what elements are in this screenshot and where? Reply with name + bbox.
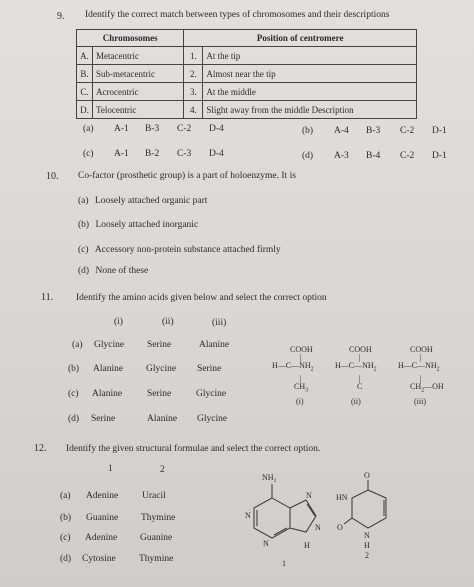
table-row [77,83,417,101]
structure-bottom-text: CH [294,381,306,391]
amino-acid-structure-i [272,344,336,407]
option-label: (b) [302,126,314,136]
option-value: Serine [197,364,222,374]
q11-text: Identify the amino acids given below and select the correct option [76,293,327,303]
ring-double-bond [307,504,315,516]
q12-text: Identify the given structural formulae and select the correct option. [66,444,321,454]
q11-number: 11. [41,292,54,303]
structure-mid-text: H—C—NH [398,361,437,370]
structure-bond-bottom: | [359,373,361,383]
row-number: 4. [184,101,203,119]
n-label-right: N [315,523,321,532]
option-value: Serine [147,389,172,399]
option-value: Thymine [141,513,176,523]
structure-top: COOH [349,345,372,354]
structure-bond-bottom: | [420,373,422,383]
n-label-top: N [306,491,312,500]
option-label: (a) [78,196,89,206]
q9-text: Identify the correct match between types of chromosomes and their descriptions [85,10,390,20]
ring-double-bond [274,528,287,535]
option-value: Adenine [86,491,119,501]
row-number: 3. [184,83,203,101]
purine-structure-1 [232,466,342,578]
option-label: (c) [68,389,79,399]
structure-mid [398,360,472,376]
row-position: At the middle [203,83,417,101]
option-value: C-2 [177,124,192,134]
structure-1-caption: 1 [282,559,286,568]
option-value: Serine [147,340,172,350]
option-value: Alanine [199,340,230,350]
option-value: C-2 [400,126,415,136]
row-number: 1. [184,47,203,65]
nh2-label: $NH_2$ [262,473,277,484]
structure-top: COOH [290,345,313,354]
structure-mid [335,360,399,376]
structure-bottom-tail: —OH [424,381,444,391]
amino-acid-structure-ii [335,344,399,407]
option-text: None of these [95,266,149,276]
structure-bond-bottom: | [300,373,302,383]
q12-number: 12. [34,443,47,454]
q10-number: 10. [46,171,59,182]
n-label-left: N [245,511,251,520]
option-value: Glycine [94,340,125,350]
structure-mid-text: H—C—NH [335,361,374,370]
option-text: Loosely attached inorganic [95,220,199,230]
structure-top: COOH [410,345,433,354]
option-text: Accessory non-protein substance attached firmly [94,245,281,255]
option-label: (d) [68,414,80,424]
q11-col-header-iii: (iii) [212,318,227,328]
structure-bottom-sub: 2 [421,387,425,394]
structure-bond-top: | [359,353,361,362]
row-chromosome: Acrocentric [93,83,184,101]
option-label: (d) [302,151,314,161]
structure-bond-top: | [420,353,422,362]
row-number: 2. [184,65,203,83]
option-value: A-4 [334,126,349,136]
carbonyl-bottom [344,518,352,524]
row-letter: D. [77,101,93,119]
q11-col-header-ii: (ii) [162,317,174,327]
option-value: Thymine [139,554,174,564]
option-value: Glycine [197,414,228,424]
option-value: Uracil [142,491,166,501]
option-value: Alanine [93,364,124,374]
n-label-bottom: N [263,539,269,548]
structure-mid-sub: 2 [310,366,314,373]
option-value: B-4 [366,151,381,161]
option-value: D-1 [432,151,447,161]
n-label: N [364,531,370,540]
row-chromosome: Sub-metacentric [93,65,184,83]
ring-six [254,498,290,538]
table-header-position: Position of centromere [184,30,417,47]
option-value: D-4 [209,149,224,159]
structure-bottom [398,381,472,397]
q10-option-d[interactable] [78,266,148,276]
table-row [77,101,417,119]
q11-col-header-i: (i) [114,317,123,327]
option-value: A-1 [114,149,129,159]
option-value: Alanine [147,414,178,424]
structure-bottom [335,381,399,397]
option-label: (b) [78,220,90,230]
option-label: (c) [60,533,71,543]
structure-bond-top: | [300,353,302,362]
option-value: Cytosine [82,554,116,564]
structure-bottom-text: C [357,381,363,391]
q9-match-table [76,29,417,119]
structure-caption: (iii) [414,397,426,407]
option-label: (b) [68,364,80,374]
row-letter: A. [77,47,93,65]
table-header-chromosomes: Chromosomes [77,30,184,47]
option-value: A-3 [334,151,349,161]
table-row [77,47,417,65]
q10-text: Co-factor (prosthetic group) is a part of holoenzyme. It is [78,171,296,181]
option-value: D-1 [432,126,447,136]
option-label: (a) [83,124,94,134]
pyrimidine-structure-2 [334,468,414,576]
structure-bottom-text: CH [410,381,422,391]
ring-six [352,490,386,528]
option-label: (c) [78,245,89,255]
option-value: B-2 [145,149,160,159]
ring-five [290,500,316,532]
option-value: Adenine [85,533,118,543]
row-chromosome: Metacentric [93,47,184,65]
structure-caption: (i) [296,397,304,407]
q9-number: 9. [57,11,65,22]
hn-label: HN [336,493,348,502]
q12-col-header-2: 2 [160,465,165,475]
row-letter: C. [77,83,93,101]
structure-bottom [272,381,336,397]
option-value: C-3 [177,149,192,159]
option-value: D-4 [209,124,224,134]
o-top-label: O [364,471,370,480]
option-label: (d) [78,266,90,276]
option-value: B-3 [366,126,381,136]
row-position: Slight away from the middle Description [203,101,417,119]
amino-acid-structure-iii [398,344,472,407]
q10-option-a[interactable] [78,196,207,206]
structure-mid [272,360,336,376]
row-chromosome: Telocentric [93,101,184,119]
h-label: H [304,541,310,550]
row-position: At the tip [203,47,417,65]
option-label: (a) [60,491,71,501]
option-value: Alanine [92,389,123,399]
row-position: Almost near the tip [203,65,417,83]
structure-mid-sub: 2 [436,366,440,373]
option-text: Loosely attached organic part [94,196,208,206]
structure-2-caption: 2 [365,551,369,560]
option-value: Guanine [140,533,173,543]
structure-mid-text: H—C—NH [272,361,311,370]
option-label: (d) [60,554,72,564]
o-bottom-label: O [337,523,343,532]
q12-col-header-1: 1 [108,464,113,474]
structure-caption: (ii) [351,397,361,407]
option-label: (a) [72,340,83,350]
option-value: Glycine [146,364,177,374]
option-value: A-1 [114,124,129,134]
option-value: B-3 [145,124,160,134]
option-value: Glycine [196,389,227,399]
table-row [77,65,417,83]
option-label: (c) [83,149,94,159]
option-value: Serine [91,414,116,424]
q10-option-b[interactable] [78,220,198,230]
option-value: C-2 [400,151,415,161]
row-letter: B. [77,65,93,83]
structure-mid-sub: 2 [373,366,377,373]
h-label: H [364,541,370,550]
option-value: Guanine [86,513,119,523]
option-label: (b) [60,513,72,523]
structure-bottom-sub: 3 [305,387,309,394]
q10-option-c[interactable] [78,245,281,255]
table-header-row [77,30,417,47]
